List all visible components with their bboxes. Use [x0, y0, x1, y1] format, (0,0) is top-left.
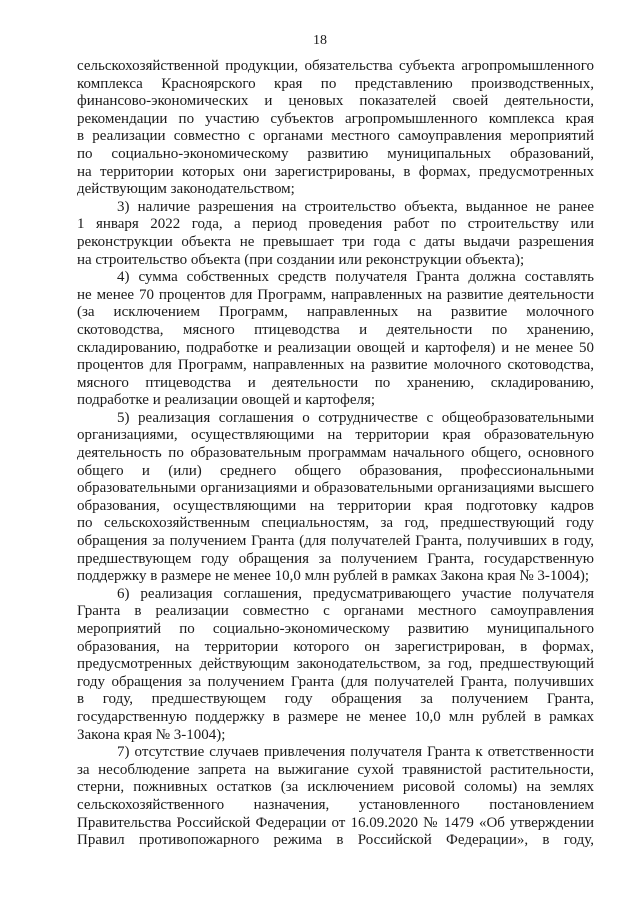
- text-line: рекомендации по участию субъектов агропромышленного комплекса края: [77, 110, 594, 127]
- text-line: государственную поддержку в размере не менее 10,0 млн рублей в рамках: [77, 708, 594, 725]
- text-line: в году, предшествующем году обращения за получением Гранта,: [77, 691, 594, 708]
- text-line: скотоводства, мясного птицеводства и деятельности по хранению,: [77, 321, 594, 338]
- text-line: не менее 70 процентов для Программ, направленных на развитие деятельности: [77, 286, 594, 303]
- text-line: предусмотренных действующим законодательством, за год, предшествующий: [77, 656, 594, 673]
- text-line: мясного птицеводства и деятельности по хранению, складированию,: [77, 374, 594, 391]
- text-line: за несоблюдение запрета на выжигание сухой травянистой растительности,: [77, 761, 594, 778]
- text-line: общего и (или) среднего общего образования, профессиональными: [77, 462, 594, 479]
- text-line: комплекса Красноярского края по представлению производственных,: [77, 75, 594, 92]
- text-line: по сельскохозяйственным специальностям, за год, предшествующий году: [77, 515, 594, 532]
- text-line: в реализации совместно с органами местного самоуправления мероприятий: [77, 128, 594, 145]
- text-line: Гранта в реализации совместно с органами местного самоуправления: [77, 603, 594, 620]
- text-line: 4) сумма собственных средств получателя Гранта должна составлять: [117, 269, 594, 286]
- text-line: по социально-экономическому развитию муниципальных образований,: [77, 145, 594, 162]
- text-line: стерни, пожнивных остатков (за исключением рисовой соломы) на землях: [77, 779, 594, 796]
- text-line: образования, на территории которого он зарегистрирован, в формах,: [77, 638, 594, 655]
- text-line: организациями, осуществляющими на территории края образовательную: [77, 427, 594, 444]
- text-line: 3) наличие разрешения на строительство объекта, выданное не ранее: [117, 198, 594, 215]
- page-number: 18: [313, 33, 327, 48]
- text-line: образовательными организациями и образовательными организациями высшего: [77, 480, 594, 497]
- text-line: (за исключением Программ, направленных на развитие молочного: [77, 304, 594, 321]
- text-line: Закона края № 3-1004);: [77, 726, 226, 743]
- text-line: 5) реализация соглашения о сотрудничестве с общеобразовательными: [117, 409, 594, 426]
- text-line: сельскохозяйственного назначения, установленного постановлением: [77, 796, 594, 813]
- text-line: реконструкции объекта не превышает три года с даты выдачи разрешения: [77, 233, 594, 250]
- text-line: образования, осуществляющими на территории края подготовку кадров: [77, 497, 594, 514]
- text-line: финансово-экономических и ценовых показателей своей деятельности,: [77, 93, 594, 110]
- text-line: 1 января 2022 года, а период проведения работ по строительству или: [77, 216, 594, 233]
- text-line: Правил противопожарного режима в Российской Федерации», в году,: [77, 832, 594, 849]
- document-body: [77, 58, 594, 850]
- text-line: 6) реализация соглашения, предусматривающего участие получателя: [117, 585, 594, 602]
- text-line: действующим законодательством;: [77, 181, 295, 198]
- text-line: на территории которых они зарегистрированы, в формах, предусмотренных: [77, 163, 594, 180]
- text-line: предшествующем году обращения за получением Гранта, государственную: [77, 550, 594, 567]
- text-line: Правительства Российской Федерации от 16.09.2020 № 1479 «Об утверждении: [77, 814, 594, 831]
- text-line: поддержку в размере не менее 10,0 млн рублей в рамках Закона края № 3-1004);: [77, 568, 590, 585]
- text-line: на строительство объекта (при создании или реконструкции объекта);: [77, 251, 525, 268]
- text-line: сельскохозяйственной продукции, обязательства субъекта агропромышленного: [77, 58, 594, 74]
- text-line: деятельность по образовательным программам начального общего, основного: [77, 445, 594, 462]
- text-line: обращения за получением Гранта (для получателей Гранта, получивших в году,: [77, 533, 594, 550]
- text-line: 7) отсутствие случаев привлечения получателя Гранта к ответственности: [117, 744, 594, 761]
- text-line: подработке и реализации овощей и картофеля;: [77, 392, 376, 409]
- text-line: году обращения за получением Гранта (для получателей Гранта, получивших: [77, 673, 594, 690]
- text-line: процентов для Программ, направленных на развитие молочного скотоводства,: [77, 357, 594, 374]
- text-line: складированию, подработке и реализации овощей и картофеля) и не менее 50: [77, 339, 594, 356]
- text-line: мероприятий по социально-экономическому развитию муниципального: [77, 621, 594, 637]
